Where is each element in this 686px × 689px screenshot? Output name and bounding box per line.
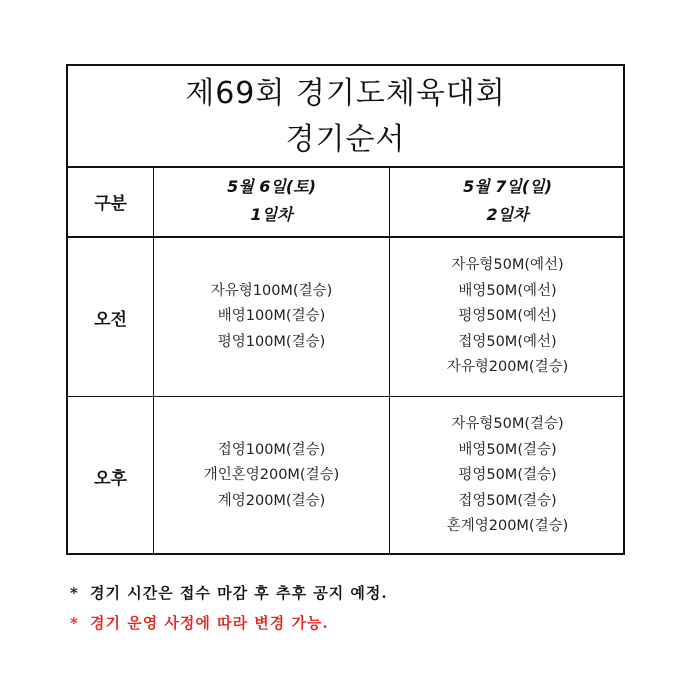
day2-label: 2일차: [486, 205, 529, 224]
afternoon-day1-events: [154, 397, 389, 555]
schedule-sheet: [66, 64, 625, 555]
note-change-warning: [70, 608, 630, 638]
afternoon-label: 오후: [94, 468, 127, 489]
day1-date: 5월 6일(토): [227, 177, 316, 196]
note-marker: *: [70, 614, 79, 632]
event-item: 계영200M(결승): [217, 492, 326, 509]
event-item: 접영50M(결승): [458, 492, 557, 509]
event-item: 평영100M(결승): [217, 333, 326, 350]
event-item: 평영50M(결승): [458, 467, 557, 484]
title-block: [68, 66, 623, 168]
notes: [70, 578, 630, 638]
note-text: 경기 운영 사정에 따라 변경 가능.: [90, 614, 329, 632]
event-item: 개인혼영200M(결승): [203, 467, 340, 484]
morning-day2-events: [390, 238, 625, 396]
morning-day1-events: [154, 238, 389, 396]
event-item: 자유형50M(예선): [451, 257, 564, 274]
note-marker: *: [70, 584, 79, 602]
row-label-afternoon: [68, 397, 153, 555]
event-title: 제69회 경기도체육대회: [185, 76, 506, 111]
afternoon-day2-events: [390, 397, 625, 555]
event-item: 접영100M(결승): [217, 441, 326, 458]
header-day1: [154, 166, 389, 236]
schedule-table: [68, 166, 623, 553]
event-item: 접영50M(예선): [458, 333, 557, 350]
event-item: 평영50M(예선): [458, 308, 557, 325]
note-text: 경기 시간은 접수 마감 후 추후 공지 예정.: [90, 584, 388, 602]
note-schedule-announcement: [70, 578, 630, 608]
day1-label: 1일차: [250, 205, 293, 224]
event-item: 혼계영200M(결승): [446, 518, 569, 535]
event-item: 배영100M(결승): [217, 308, 326, 325]
event-item: 자유형50M(결승): [451, 416, 564, 433]
header-category: [68, 166, 153, 236]
morning-label: 오전: [94, 309, 127, 330]
header-category-label: 구분: [94, 193, 127, 214]
event-item: 배영50M(예선): [458, 282, 557, 299]
event-item: 자유형100M(결승): [210, 282, 333, 299]
day2-date: 5월 7일(일): [463, 177, 552, 196]
row-label-morning: [68, 238, 153, 396]
schedule-subtitle: 경기순서: [285, 122, 406, 157]
event-item: 배영50M(결승): [458, 441, 557, 458]
event-item: 자유형200M(결승): [446, 359, 569, 376]
header-day2: [390, 166, 625, 236]
